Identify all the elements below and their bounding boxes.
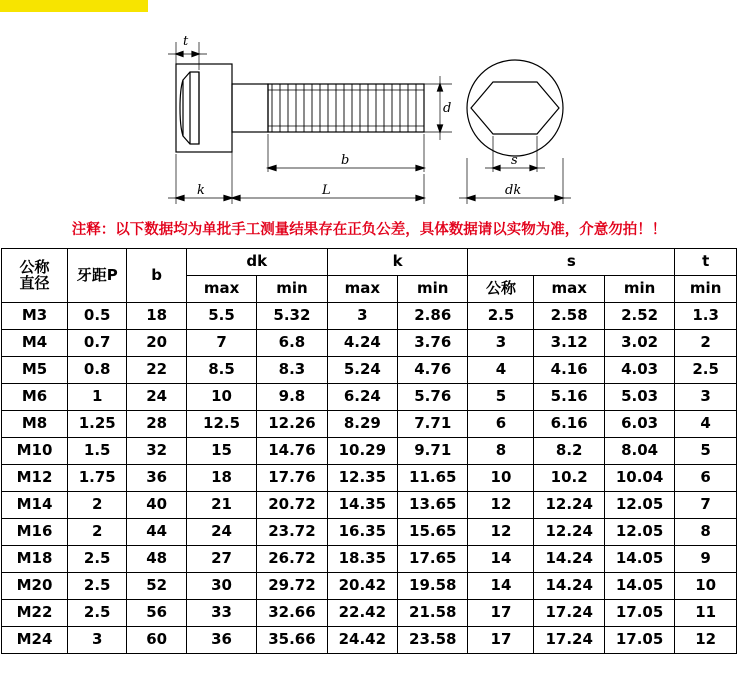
cell-k-min: 21.58 (398, 600, 468, 627)
cell-pitch: 0.5 (68, 303, 127, 330)
cell-s-min: 3.02 (604, 330, 674, 357)
cell-k-max: 3 (327, 303, 397, 330)
table-row (2, 600, 737, 627)
cell-pitch: 1.75 (68, 465, 127, 492)
header-b: b (127, 249, 186, 303)
cell-dk-max: 24 (186, 519, 256, 546)
cell-dk-max: 7 (186, 330, 256, 357)
cell-k-max: 24.42 (327, 627, 397, 654)
cell-dk-max: 15 (186, 438, 256, 465)
header-group-s: s (468, 249, 675, 276)
cell-k-min: 9.71 (398, 438, 468, 465)
cell-s-min: 14.05 (604, 546, 674, 573)
cell-s-min: 5.03 (604, 384, 674, 411)
cell-s-min: 12.05 (604, 492, 674, 519)
technical-drawing (0, 12, 738, 212)
cell-s-nominal: 5 (468, 384, 534, 411)
table-row (2, 465, 737, 492)
table-row (2, 357, 737, 384)
cell-t-min: 12 (675, 627, 737, 654)
table-row (2, 438, 737, 465)
cell-b: 56 (127, 600, 186, 627)
header-pitch: 牙距P (68, 249, 127, 303)
cell-s-nominal: 17 (468, 600, 534, 627)
cell-dk-max: 33 (186, 600, 256, 627)
cell-t-min: 2 (675, 330, 737, 357)
header-t-min: min (675, 276, 737, 303)
cell-s-min: 17.05 (604, 627, 674, 654)
table-row (2, 627, 737, 654)
cell-k-min: 23.58 (398, 627, 468, 654)
cell-dk-min: 26.72 (257, 546, 327, 573)
cell-dk-min: 6.8 (257, 330, 327, 357)
cell-nominal-diameter: M10 (2, 438, 68, 465)
cell-pitch: 1.5 (68, 438, 127, 465)
header-s-max: max (534, 276, 604, 303)
header-group-t: t (675, 249, 737, 276)
header-s-min: min (604, 276, 674, 303)
cell-nominal-diameter: M24 (2, 627, 68, 654)
cell-s-max: 4.16 (534, 357, 604, 384)
cell-s-nominal: 4 (468, 357, 534, 384)
cell-s-nominal: 8 (468, 438, 534, 465)
cell-pitch: 0.7 (68, 330, 127, 357)
cell-nominal-diameter: M16 (2, 519, 68, 546)
cell-k-max: 14.35 (327, 492, 397, 519)
cell-pitch: 3 (68, 627, 127, 654)
cell-s-min: 8.04 (604, 438, 674, 465)
cell-k-max: 22.42 (327, 600, 397, 627)
cell-t-min: 5 (675, 438, 737, 465)
cell-s-max: 8.2 (534, 438, 604, 465)
header-nominal-diameter: 公称 直径 (2, 249, 68, 303)
cell-nominal-diameter: M6 (2, 384, 68, 411)
cell-s-nominal: 12 (468, 519, 534, 546)
dim-label-d: d (443, 101, 452, 116)
cell-s-max: 17.24 (534, 600, 604, 627)
cell-pitch: 0.8 (68, 357, 127, 384)
cell-s-min: 4.03 (604, 357, 674, 384)
cell-s-max: 12.24 (534, 492, 604, 519)
cell-s-max: 5.16 (534, 384, 604, 411)
cell-s-nominal: 2.5 (468, 303, 534, 330)
header-k-max: max (327, 276, 397, 303)
cell-dk-min: 20.72 (257, 492, 327, 519)
header-s-nominal: 公称 (468, 276, 534, 303)
table-row (2, 330, 737, 357)
cell-b: 44 (127, 519, 186, 546)
cell-dk-min: 32.66 (257, 600, 327, 627)
cell-t-min: 1.3 (675, 303, 737, 330)
cell-k-min: 13.65 (398, 492, 468, 519)
cell-b: 48 (127, 546, 186, 573)
header-dk-max: max (186, 276, 256, 303)
cell-pitch: 1.25 (68, 411, 127, 438)
cell-dk-min: 12.26 (257, 411, 327, 438)
measurement-note: 注释：以下数据均为单批手工测量结果存在正负公差，具体数据请以实物为准，介意勿拍！！ (71, 222, 667, 238)
cell-nominal-diameter: M20 (2, 573, 68, 600)
cell-dk-min: 29.72 (257, 573, 327, 600)
cell-nominal-diameter: M8 (2, 411, 68, 438)
cell-k-max: 20.42 (327, 573, 397, 600)
cell-b: 52 (127, 573, 186, 600)
cell-dk-min: 17.76 (257, 465, 327, 492)
table-row (2, 492, 737, 519)
cell-s-max: 3.12 (534, 330, 604, 357)
cell-dk-min: 23.72 (257, 519, 327, 546)
header-dk-min: min (257, 276, 327, 303)
cell-b: 40 (127, 492, 186, 519)
cell-dk-max: 18 (186, 465, 256, 492)
cell-t-min: 10 (675, 573, 737, 600)
cell-b: 28 (127, 411, 186, 438)
cell-nominal-diameter: M3 (2, 303, 68, 330)
cell-pitch: 2.5 (68, 600, 127, 627)
cell-k-min: 11.65 (398, 465, 468, 492)
cell-dk-min: 9.8 (257, 384, 327, 411)
cell-dk-max: 12.5 (186, 411, 256, 438)
table-row (2, 411, 737, 438)
cell-s-nominal: 6 (468, 411, 534, 438)
table-row (2, 303, 737, 330)
cell-s-min: 2.52 (604, 303, 674, 330)
table-body (2, 303, 737, 654)
cell-t-min: 11 (675, 600, 737, 627)
header-k-min: min (398, 276, 468, 303)
cell-nominal-diameter: M5 (2, 357, 68, 384)
cell-dk-min: 5.32 (257, 303, 327, 330)
cell-s-nominal: 12 (468, 492, 534, 519)
cell-s-max: 2.58 (534, 303, 604, 330)
cell-b: 36 (127, 465, 186, 492)
cell-pitch: 2.5 (68, 573, 127, 600)
cell-s-max: 17.24 (534, 627, 604, 654)
cell-dk-max: 30 (186, 573, 256, 600)
header-group-dk: dk (186, 249, 327, 276)
cell-s-min: 6.03 (604, 411, 674, 438)
specification-table (1, 248, 737, 654)
cell-nominal-diameter: M18 (2, 546, 68, 573)
cell-t-min: 3 (675, 384, 737, 411)
cell-b: 18 (127, 303, 186, 330)
cell-nominal-diameter: M14 (2, 492, 68, 519)
cell-s-nominal: 14 (468, 573, 534, 600)
cell-k-min: 2.86 (398, 303, 468, 330)
cell-dk-max: 21 (186, 492, 256, 519)
cell-s-max: 14.24 (534, 573, 604, 600)
dim-label-dk: dk (505, 183, 522, 198)
cell-t-min: 7 (675, 492, 737, 519)
cell-k-max: 4.24 (327, 330, 397, 357)
table-row (2, 573, 737, 600)
cell-b: 32 (127, 438, 186, 465)
cell-pitch: 2 (68, 519, 127, 546)
cell-b: 22 (127, 357, 186, 384)
cell-s-max: 6.16 (534, 411, 604, 438)
cell-k-max: 5.24 (327, 357, 397, 384)
drawing-svg (0, 12, 738, 212)
top-strip-gap (148, 0, 738, 12)
cell-s-nominal: 14 (468, 546, 534, 573)
cell-t-min: 8 (675, 519, 737, 546)
cell-b: 24 (127, 384, 186, 411)
dim-label-k: k (197, 183, 205, 198)
cell-nominal-diameter: M4 (2, 330, 68, 357)
cell-pitch: 1 (68, 384, 127, 411)
header-group-k: k (327, 249, 468, 276)
cell-dk-min: 35.66 (257, 627, 327, 654)
cell-s-min: 10.04 (604, 465, 674, 492)
cell-k-min: 4.76 (398, 357, 468, 384)
cell-pitch: 2.5 (68, 546, 127, 573)
cell-t-min: 4 (675, 411, 737, 438)
dim-label-L: L (322, 183, 331, 198)
table-row (2, 546, 737, 573)
cell-k-min: 5.76 (398, 384, 468, 411)
dim-label-t: t (183, 34, 189, 49)
cell-nominal-diameter: M22 (2, 600, 68, 627)
cell-k-min: 17.65 (398, 546, 468, 573)
cell-s-nominal: 3 (468, 330, 534, 357)
cell-s-max: 12.24 (534, 519, 604, 546)
cell-s-max: 14.24 (534, 546, 604, 573)
cell-dk-min: 8.3 (257, 357, 327, 384)
cell-t-min: 2.5 (675, 357, 737, 384)
cell-b: 60 (127, 627, 186, 654)
cell-k-max: 10.29 (327, 438, 397, 465)
table-group-header-row (2, 249, 737, 276)
cell-s-max: 10.2 (534, 465, 604, 492)
table-row (2, 519, 737, 546)
cell-dk-max: 27 (186, 546, 256, 573)
cell-s-nominal: 17 (468, 627, 534, 654)
cell-k-min: 19.58 (398, 573, 468, 600)
dim-label-s: s (511, 153, 518, 168)
cell-k-min: 7.71 (398, 411, 468, 438)
cell-dk-max: 5.5 (186, 303, 256, 330)
cell-pitch: 2 (68, 492, 127, 519)
cell-dk-max: 8.5 (186, 357, 256, 384)
cell-k-max: 8.29 (327, 411, 397, 438)
table-row (2, 384, 737, 411)
cell-k-max: 6.24 (327, 384, 397, 411)
cell-dk-max: 36 (186, 627, 256, 654)
cell-t-min: 9 (675, 546, 737, 573)
cell-t-min: 6 (675, 465, 737, 492)
cell-dk-max: 10 (186, 384, 256, 411)
cell-s-nominal: 10 (468, 465, 534, 492)
cell-k-max: 12.35 (327, 465, 397, 492)
cell-k-max: 16.35 (327, 519, 397, 546)
cell-dk-min: 14.76 (257, 438, 327, 465)
cell-nominal-diameter: M12 (2, 465, 68, 492)
cell-k-max: 18.35 (327, 546, 397, 573)
cell-s-min: 12.05 (604, 519, 674, 546)
cell-s-min: 14.05 (604, 573, 674, 600)
top-accent-strip (0, 0, 738, 12)
cell-s-min: 17.05 (604, 600, 674, 627)
cell-k-min: 15.65 (398, 519, 468, 546)
cell-b: 20 (127, 330, 186, 357)
dim-label-b: b (341, 153, 350, 168)
cell-k-min: 3.76 (398, 330, 468, 357)
